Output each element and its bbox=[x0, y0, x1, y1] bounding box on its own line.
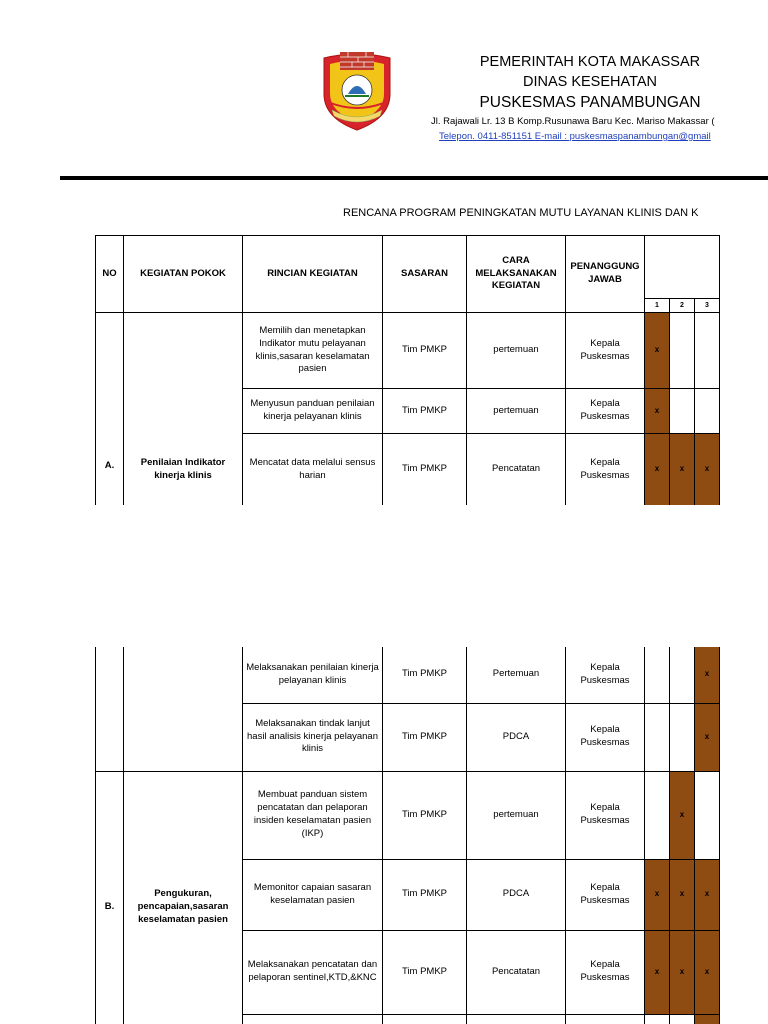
cara-cell: PDCA bbox=[467, 703, 566, 771]
cara-cell: pertemuan bbox=[467, 313, 566, 389]
header-divider bbox=[60, 176, 768, 180]
section-a-kegiatan-continued bbox=[124, 647, 243, 771]
schedule-mark-month-3 bbox=[695, 1014, 720, 1024]
col-header-sasaran: SASARAN bbox=[383, 236, 467, 313]
schedule-mark-month-3 bbox=[695, 313, 720, 389]
pj-cell: Kepala Puskesmas bbox=[566, 313, 645, 389]
cara-cell: Pencatatan bbox=[467, 434, 566, 506]
col-header-rincian: RINCIAN KEGIATAN bbox=[243, 236, 383, 313]
rincian-cell: Menyusun panduan penilaian kinerja pelayanan klinis bbox=[243, 389, 383, 434]
cara-cell: Pencatatan bbox=[467, 930, 566, 1014]
rincian-cell bbox=[243, 1014, 383, 1024]
rincian-cell: Memilih dan menetapkan Indikator mutu pelayanan klinis,sasaran keselamatan pasien bbox=[243, 313, 383, 389]
pj-cell: Kepala Puskesmas bbox=[566, 647, 645, 703]
section-b-number: B. bbox=[96, 771, 124, 1024]
schedule-mark-month-2 bbox=[670, 703, 695, 771]
col-header-penanggung-jawab: PENANGGUNG JAWAB bbox=[566, 236, 645, 313]
schedule-mark-month-2 bbox=[670, 1014, 695, 1024]
schedule-mark-month-1 bbox=[645, 771, 670, 859]
cara-cell bbox=[467, 1014, 566, 1024]
section-b-kegiatan: Pengukuran, pencapaian,sasaran keselamatan pasien bbox=[124, 771, 243, 1024]
schedule-mark-month-1: x bbox=[645, 859, 670, 930]
cara-cell: PDCA bbox=[467, 859, 566, 930]
schedule-mark-month-2: x bbox=[670, 859, 695, 930]
schedule-mark-month-3 bbox=[695, 771, 720, 859]
pj-cell: Kepala Puskesmas bbox=[566, 434, 645, 506]
schedule-mark-month-1 bbox=[645, 1014, 670, 1024]
schedule-mark-month-2: x bbox=[670, 771, 695, 859]
schedule-mark-month-2 bbox=[670, 389, 695, 434]
table-row bbox=[96, 313, 720, 389]
sasaran-cell: Tim PMKP bbox=[383, 313, 467, 389]
sasaran-cell: Tim PMKP bbox=[383, 859, 467, 930]
rincian-cell: Melaksanakan tindak lanjut hasil analisis kinerja pelayanan klinis bbox=[243, 703, 383, 771]
schedule-mark-month-3 bbox=[695, 389, 720, 434]
col-header-cara: CARA MELAKSANAKAN KEGIATAN bbox=[467, 236, 566, 313]
schedule-mark-month-2 bbox=[670, 313, 695, 389]
table-header-row bbox=[96, 236, 720, 299]
schedule-mark-month-1: x bbox=[645, 313, 670, 389]
program-table-part-2 bbox=[95, 647, 720, 1024]
pj-cell: Kepala Puskesmas bbox=[566, 703, 645, 771]
schedule-mark-month-2 bbox=[670, 647, 695, 703]
pj-cell: Kepala Puskesmas bbox=[566, 389, 645, 434]
schedule-mark-month-1 bbox=[645, 647, 670, 703]
sasaran-cell: Tim PMKP bbox=[383, 434, 467, 506]
col-header-months-group bbox=[645, 236, 720, 299]
sasaran-cell: Tim PMKP bbox=[383, 930, 467, 1014]
sasaran-cell: Tim PMKP bbox=[383, 703, 467, 771]
header-line-government: PEMERINTAH KOTA MAKASSAR bbox=[479, 54, 701, 70]
rincian-cell: Mencatat data melalui sensus harian bbox=[243, 434, 383, 506]
schedule-mark-month-1: x bbox=[645, 389, 670, 434]
rincian-cell: Melaksanakan penilaian kinerja pelayanan klinis bbox=[243, 647, 383, 703]
cara-cell: pertemuan bbox=[467, 771, 566, 859]
col-header-no: NO bbox=[96, 236, 124, 313]
rincian-cell: Memonitor capaian sasaran keselamatan pasien bbox=[243, 859, 383, 930]
schedule-mark-month-1 bbox=[645, 703, 670, 771]
header-line-agency: DINAS KESEHATAN bbox=[522, 74, 658, 90]
pj-cell bbox=[566, 1014, 645, 1024]
pj-cell: Kepala Puskesmas bbox=[566, 859, 645, 930]
schedule-mark-month-1: x bbox=[645, 434, 670, 506]
col-header-kegiatan-pokok: KEGIATAN POKOK bbox=[124, 236, 243, 313]
pj-cell: Kepala Puskesmas bbox=[566, 930, 645, 1014]
schedule-mark-month-2: x bbox=[670, 434, 695, 506]
rincian-cell: Membuat panduan sistem pencatatan dan pelaporan insiden keselamatan pasien (IKP) bbox=[243, 771, 383, 859]
page-break-gap bbox=[0, 505, 768, 647]
schedule-mark-month-3: x bbox=[695, 434, 720, 506]
table-row bbox=[96, 771, 720, 859]
makassar-emblem-logo bbox=[318, 48, 396, 132]
program-table-part-1 bbox=[95, 235, 720, 506]
col-header-month-1: 1 bbox=[645, 299, 670, 313]
schedule-mark-month-2: x bbox=[670, 930, 695, 1014]
header-contact-link[interactable]: Telepon. 0411-851151 E-mail : puskesmaspanambungan@gmail bbox=[439, 131, 711, 142]
col-header-month-2: 2 bbox=[670, 299, 695, 313]
section-a-kegiatan: Penilaian Indikator kinerja klinis bbox=[124, 313, 243, 506]
col-header-month-3: 3 bbox=[695, 299, 720, 313]
sasaran-cell: Tim PMKP bbox=[383, 389, 467, 434]
rincian-cell: Melaksanakan pencatatan dan pelaporan sentinel,KTD,&KNC bbox=[243, 930, 383, 1014]
schedule-mark-month-3: x bbox=[695, 859, 720, 930]
cara-cell: pertemuan bbox=[467, 389, 566, 434]
pj-cell: Kepala Puskesmas bbox=[566, 771, 645, 859]
section-a-number-continued bbox=[96, 647, 124, 771]
schedule-mark-month-3: x bbox=[695, 930, 720, 1014]
table-row bbox=[96, 647, 720, 703]
section-a-number: A. bbox=[96, 313, 124, 506]
header-address: Jl. Rajawali Lr. 13 B Komp.Rusunawa Baru Kec. Mariso Makassar ( bbox=[431, 116, 715, 127]
schedule-mark-month-1: x bbox=[645, 930, 670, 1014]
schedule-mark-month-3: x bbox=[695, 703, 720, 771]
sasaran-cell bbox=[383, 1014, 467, 1024]
document-title: RENCANA PROGRAM PENINGKATAN MUTU LAYANAN KLINIS DAN K bbox=[343, 207, 699, 219]
sasaran-cell: Tim PMKP bbox=[383, 771, 467, 859]
cara-cell: Pertemuan bbox=[467, 647, 566, 703]
schedule-mark-month-3: x bbox=[695, 647, 720, 703]
sasaran-cell: Tim PMKP bbox=[383, 647, 467, 703]
header-line-puskesmas: PUSKESMAS PANAMBUNGAN bbox=[479, 94, 701, 111]
